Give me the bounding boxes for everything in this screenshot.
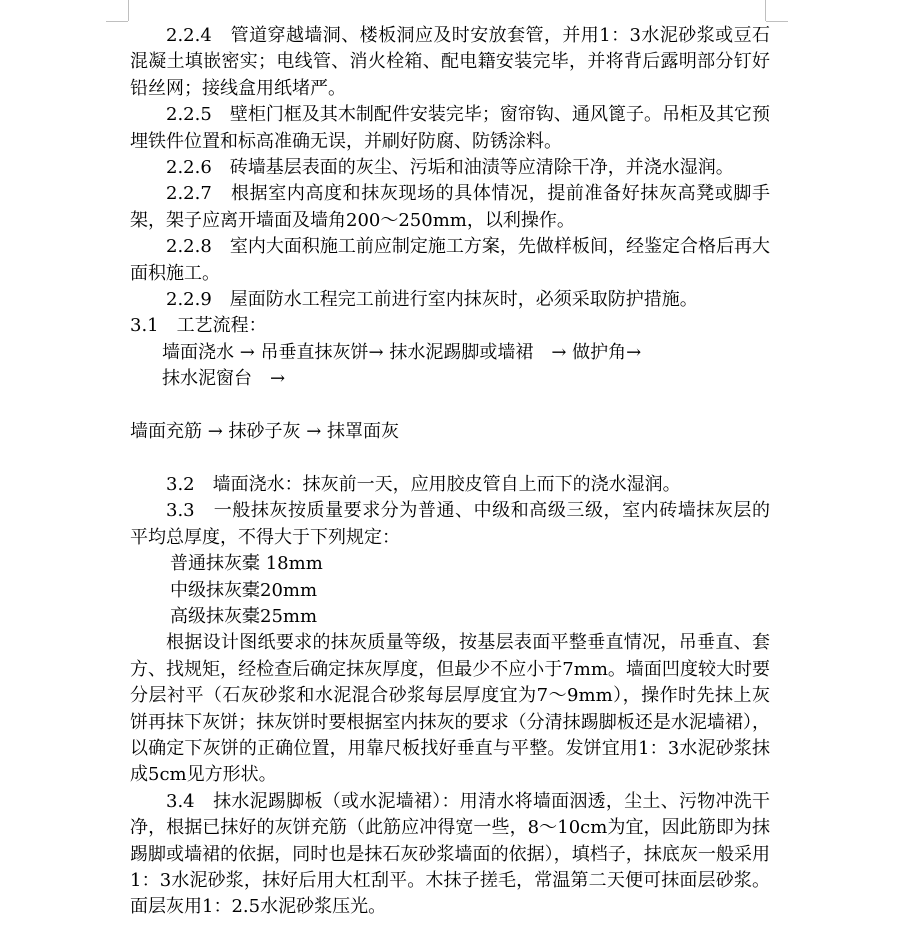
paragraph-2-2-7: 2.2.7 根据室内高度和抹灰现场的具体情况，提前准备好抹灰高凳或脚手架，架子应离开墙面及墙角200～250mm，以利操作。	[130, 183, 770, 231]
paragraph-2-2-5: 2.2.5 壁柜门框及其木制配件安装完毕；窗帘钩、通风篦子。吊柜及其它预埋铁件位置和标高准确无误，并刷好防腐、防锈涂料。	[130, 104, 770, 152]
crop-mark-top-left	[128, 0, 129, 21]
thickness-medium: 中级抹灰橐20mm	[170, 579, 318, 601]
paragraph-2-2-9: 2.2.9 屋面防水工程完工前进行室内抹灰时，必须采取防护措施。	[166, 289, 698, 311]
paragraph-3-2: 3.2 墙面浇水：抹灰前一天，应用胶皮管自上而下的浇水湿润。	[166, 473, 681, 495]
crop-mark-top-right-horizontal	[766, 21, 788, 22]
crop-mark-top-right	[765, 0, 766, 21]
process-flow-line-1: 墙面浇水 → 吊垂直抹灰饼→ 抹水泥踢脚或墙裙 → 做护角→	[162, 341, 642, 363]
thickness-high: 高级抹灰橐25mm	[170, 605, 318, 627]
blank-line	[130, 445, 770, 471]
paragraph-3-3: 3.3 一般抹灰按质量要求分为普通、中级和高级三级，室内砖墙抹灰层的平均总厚度，不得大于下列规定：	[130, 500, 770, 548]
document-body[interactable]	[130, 23, 770, 921]
blank-line	[130, 393, 770, 419]
paragraph-3-4: 3.4 抹水泥踢脚板（或水泥墙裙）：用清水将墙面洇透，尘土、污物冲洗干净，根据已抹好的灰饼充筋（此筋应冲得宽一些，8～10cm为宜，因此筋即为抹踢脚或墙裙的依据，同时也是抹石灰砂浆墙面的依据），填档子，抹底灰一般采用1：3水泥砂浆，抹好后用大杠刮平。木抹子搓毛，常温第二天便可抹面层砂浆。面层灰用1：2.5水泥砂浆压光。	[130, 790, 770, 918]
paragraph-2-2-8: 2.2.8 室内大面积施工前应制定施工方案，先做样板间，经鉴定合格后再大面积施工。	[130, 236, 770, 284]
process-flow-line-3: 墙面充筋 → 抹砂子灰 → 抹罩面灰	[130, 421, 400, 443]
process-flow-line-2: 抹水泥窗台 →	[162, 368, 286, 390]
paragraph-2-2-6: 2.2.6 砖墙基层表面的灰尘、污垢和油渍等应清除干净，并浇水湿润。	[166, 157, 734, 179]
section-3-1-heading: 3.1 工艺流程：	[130, 315, 267, 337]
paragraph-2-2-4: 2.2.4 管道穿越墙洞、楼板洞应及时安放套管，并用1：3水泥砂浆或豆石混凝土填嵌密实；电线管、消火栓箱、配电籍安装完毕，并将背后露明部分钉好铅丝网；接线盒用纸堵严。	[130, 25, 770, 99]
thickness-ordinary: 普通抹灰橐 18mm	[170, 553, 323, 575]
crop-mark-top-left-horizontal	[106, 21, 128, 22]
paragraph-3-3-detail: 根据设计图纸要求的抹灰质量等级，按基层表面平整垂直情况，吊垂直、套方、找规矩，经检查后确定抹灰厚度，但最少不应小于7mm。墙面凹度较大时要分层衬平（石灰砂浆和水泥混合砂浆每层厚度宜为7～9mm），操作时先抹上灰饼再抹下灰饼；抹灰饼时要根据室内抹灰的要求（分清抹踢脚板还是水泥墙裙），以确定下灰饼的正确位置，用靠尺板找好垂直与平整。发饼宜用1：3水泥砂浆抹成5cm见方形状。	[130, 632, 770, 786]
